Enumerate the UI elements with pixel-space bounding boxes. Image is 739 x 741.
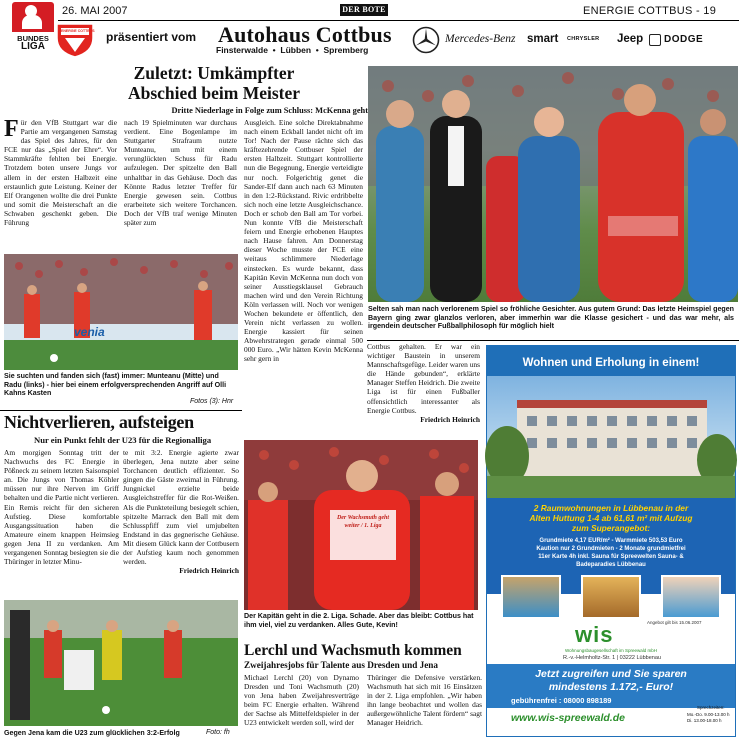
crest-text: ENERGIE COTTBUS bbox=[61, 29, 95, 33]
ad-thumb-sauna bbox=[581, 575, 641, 619]
article3-col2-text: Thüringer die Defensive verstärken. Wachsmuth hat sich mit 16 Einsätzen in der 2. Liga empfohlen. „Wir haben ihn lange beobachtet und wollen das außergewöhnliche Talent fördern“ sagt Manager Heidrich. bbox=[367, 673, 482, 728]
article1-headline-line2: Abschied beim Meister bbox=[127, 83, 301, 103]
article2-headline: Nichtverlieren, aufsteigen bbox=[4, 412, 194, 432]
issue-date: 26. MAI 2007 bbox=[62, 5, 128, 17]
ad-offer-line2: Alten Huttung 1-4 ab 61,61 m² mit Aufzug bbox=[529, 513, 693, 523]
attack-photo bbox=[4, 254, 238, 370]
ad-hours-2: Di. 13.00-18.00 h bbox=[687, 718, 722, 723]
article3-headline: Lerchl und Wachsmuth kommen bbox=[244, 642, 462, 659]
ad-website-link[interactable]: www.wis-spreewald.de bbox=[511, 712, 625, 724]
article1-author: Friedrich Heinrich bbox=[420, 414, 480, 424]
sponsor-cities: Finsterwalde • Lübben • Spremberg bbox=[216, 45, 369, 55]
article2-column-1 bbox=[4, 448, 119, 598]
article1-column-2 bbox=[124, 118, 237, 250]
brand-jeep: Jeep bbox=[617, 33, 644, 45]
mckenna-shirt-text: Der Wachsmuth geht weiter / 1. Liga bbox=[336, 515, 390, 529]
energie-cottbus-crest bbox=[55, 22, 95, 58]
article1-col3-text: Ausgleich. Eine solche Direktabnahme nach einem Eckball landet nicht oft im Tor! Nach der Pause rächte sich das kräftezehrende Cottbuser Spiel der ersten Halbzeit. Stuttgart kontrollierte nun die Begegnung, Energie verteidigte nur noch. Folgerichtig genet die Sander-Elf dann auch nach 63 Minuten in den 1:2-Rückstand. Rivic erdribbelte sich noch eine letzte Ausgleichschance. Doch er schob den Ball am Tor vorbei. Nun konnte VfB die Meisterschaft feiern und Energie erhobenen Hauptes nach Hause fahren. Am Donnerstag dieser Woche musste der FCE eine weitaus schlimmere Niederlage einstecken. Es wurde bekannt, dass Kapitän Kevin McKenna nun doch von seiner Ausstiegsklausel Gebrauch machen wird und den Verein Richtung Köln verlassen will. Noch vor wenigen Wochen bekundete er öffentlich, den Verein nicht verlassen zu wollen. Energie kassiert für seinen Abwehrstrategen gerade einmal 500 000 Euro. „Wir hätten Kevin McKenna sehr gern in bbox=[244, 118, 363, 364]
article3-col1-text: Michael Lerchl (20) von Dynamo Dresden und Toni Wachsmuth (20) von Jena haben Zweijahresverträge beim FC Energie erhalten. Während der Sachse als Mittelfeldspieler in der U23 entwickelt werden soll, wird der bbox=[244, 673, 359, 728]
u23-photo-caption: Gegen Jena kam die U23 zum glücklichen 3:2-Erfolg bbox=[4, 729, 180, 737]
bundesliga-text-bottom: LIGA bbox=[21, 41, 45, 52]
team-celebration-caption: Selten sah man nach verlorenem Spiel so fröhliche Gesichter. Aus gutem Grund: Das letzte Heimspiel gegen Bayern ging zwar glanzlos verloren, aber immerhin war die Klasse gesichert - und das war mehr, als irgendein deutscher Fußballphilosoph für möglich hielt bbox=[368, 305, 734, 331]
article3-column-1 bbox=[244, 673, 359, 739]
bundesliga-text-top: BUNDES bbox=[17, 34, 49, 43]
mercedes-star-icon bbox=[412, 26, 440, 54]
article2-col1-text: Am morgigen Sonntag tritt der Nachwuchs des FC Energie in Pößneck zu seinem letzten Saisonspiel an. Die Jungs von Thomas Köhler müssen nur ihre Nerven im Griff behalten und die Partie nicht verlieren. Ein Remis reicht für den sicheren Aufstieg. Diese komfortable Ausgangssituation haben die Amateure einem knappen Heimsieg gegen Jena II zu verdanken. Am vergangenen Sonntag besiegten sie die Thüringer in letzter Minu- bbox=[4, 448, 119, 567]
article1-dropcap: F bbox=[4, 116, 19, 142]
attack-photo-caption-text: Sie suchten und fanden sich (fast) immer: Munteanu (Mitte) und Radu (links) - hier bei einem erfolgversprechenden Angriff auf Olli Kahns Kasten bbox=[4, 372, 227, 398]
team-celebration-photo bbox=[368, 66, 738, 302]
mckenna-photo bbox=[244, 440, 478, 610]
sponsor-name: Autohaus Cottbus bbox=[218, 22, 392, 47]
article1-col1-text: ür den VfB Stuttgart war die Partie am vergangenen Samstag das Spiel des Jahres, für den FCE nur das „Spiel der Ehre“. Vor Stammkräfte fehlten bei Energie. Trotzdem boten unsere Jungs vor allem in der ersten Halbzeit eine erstaunlich gute Leistung. Keiner der Elf Orangenen wollte die drei Punkte und somit die Meisterschaft an die Schwaben geschenkt geben. Die Führung bbox=[4, 118, 117, 228]
ad-offer-validity: Angebot gilt bis 15.06.2007 bbox=[647, 620, 702, 625]
ad-thumb-pool bbox=[501, 575, 561, 619]
brand-dodge: DODGE bbox=[664, 34, 704, 45]
ad-title: Wohnen und Erholung in einem! bbox=[487, 346, 735, 376]
attack-photo-credit: Fotos (3): Hnr bbox=[190, 398, 234, 405]
ad-hours-label: Sprechzeiten: bbox=[697, 705, 725, 710]
article1-subhead: Dritte Niederlage in Folge zum Schluss: McKenna geht bbox=[171, 106, 368, 115]
header-rule bbox=[58, 20, 739, 21]
article1-column-4 bbox=[367, 342, 480, 442]
ad-details-line4: Badeparadies Lübbenau bbox=[576, 562, 646, 568]
article1-col4-text: Cottbus gehalten. Er war ein wichtiger Baustein in unserem Mannschaftsgefüge. Leider waren uns die Hände gebunden“, erklärte Manager Steffen Heidrich. Die zweite Liga ist für einen Fußballer offensichtlich interessanter als Energie Cottbus. bbox=[367, 342, 480, 415]
article1-column-3 bbox=[244, 118, 363, 434]
bundesliga-logo bbox=[12, 2, 54, 52]
ad-thumb-wellness bbox=[661, 575, 721, 619]
article3-subhead: Zweijahresjobs für Talente aus Dresden und Jena bbox=[244, 660, 438, 670]
wis-logo-subtitle: Wohnungsbaugesellschaft im Spreewald mbH bbox=[565, 648, 657, 653]
article1-col2-text: nach 19 Spielminuten war durchaus verdient. Eine Bogenlampe im Stuttgarter Strafraum nutzte Munteanu, um mit einem verunglückten Schuss für Radu aufzulegen. Der spitzelte den Ball unhaltbar in das Gehäuse. Doch das Könnte Radus letzter Treffer für Energie gewesen sein. Cottbus erarbeitete sich weitere Torchancen. Doch der VfB traf wenige Minuten später zum bbox=[124, 118, 237, 228]
header-bar bbox=[0, 0, 739, 22]
mckenna-photo-caption: Der Kapitän geht in die 2. Liga. Schade. Aber das bleibt: Cottbus hat ihm viel, viel zu verdanken. Alles Gute, Kevin! bbox=[244, 612, 474, 629]
article1-column-1 bbox=[4, 118, 117, 250]
article2-subhead: Nur ein Punkt fehlt der U23 für die Regionalliga bbox=[34, 435, 212, 445]
u23-photo-credit: Foto: fh bbox=[206, 729, 230, 736]
dodge-ram-icon bbox=[649, 34, 661, 46]
ad-banner-text: venia bbox=[74, 325, 105, 339]
ad-cta-line2: mindestens 1.172,- Euro! bbox=[548, 681, 674, 693]
ad-hours-1: Mo.-Do. 9.00-13.00 h bbox=[687, 712, 730, 717]
ad-details-line3: 11er Karte 4h inkl. Sauna für Spreewelten Sauna- & bbox=[538, 554, 684, 560]
ad-details-line2: Kaution nur 2 Grundmieten - 2 Monate grundmietfrei bbox=[536, 546, 686, 552]
article3-column-2 bbox=[367, 673, 482, 739]
ad-building-photo bbox=[487, 376, 735, 498]
ad-hotline[interactable]: gebührenfrei : 08000 898189 bbox=[511, 696, 612, 705]
attack-photo-caption bbox=[4, 372, 238, 398]
u23-photo bbox=[4, 600, 238, 726]
caption-rule bbox=[367, 340, 739, 341]
wis-logo: wis bbox=[575, 622, 614, 647]
article2-top-rule bbox=[0, 410, 242, 411]
article2-author: Friedrich Heinrich bbox=[179, 566, 239, 576]
article2-col2-text: te mit 3:2. Energie agierte zwar überlegen, Jena nutzte aber seine Torchancen deutlich effizienter. So gingen die Gäste zweimal in Führung. Jungnickel erzielte beide Ausgleichstreffer für die Rot-Weißen. Als die Punkteteilung besiegelt schien, spitzelte Marrack den Ball mit dem Schlusspfiff zum viel umjubelten Endstand in das gegnerische Gehäuse. Mit diesem Glück kann der Cottbusern der Aufstieg kaum noch genommen werden. bbox=[123, 448, 239, 567]
article1-headline-line1: Zuletzt: Umkämpfter bbox=[133, 63, 295, 83]
masthead-logo: DER BOTE bbox=[340, 4, 388, 16]
ad-cta-line1: Jetzt zugreifen und Sie sparen bbox=[535, 668, 687, 680]
presented-by: präsentiert vom bbox=[106, 30, 197, 44]
ad-offer-line3: zum Superangebot: bbox=[571, 523, 651, 533]
brand-chrysler: CHRYSLER bbox=[567, 36, 600, 42]
brand-mercedes: Mercedes-Benz bbox=[445, 33, 516, 45]
ad-address: R.-v.-Helmholtz-Str. 1 | 03222 Lübbenau bbox=[563, 655, 661, 661]
ad-details-line1: Grundmiete 4,17 EUR/m² - Warmmiete 503,53 Euro bbox=[539, 538, 683, 544]
article2-column-2 bbox=[123, 448, 239, 598]
article1-headline bbox=[98, 63, 330, 103]
page-section: ENERGIE COTTBUS - 19 bbox=[583, 5, 717, 17]
brand-smart: smart bbox=[527, 33, 559, 45]
ad-offer-line1: 2 Raumwohnungen in Lübbenau in der bbox=[533, 503, 689, 513]
wis-advertisement[interactable] bbox=[486, 345, 736, 737]
